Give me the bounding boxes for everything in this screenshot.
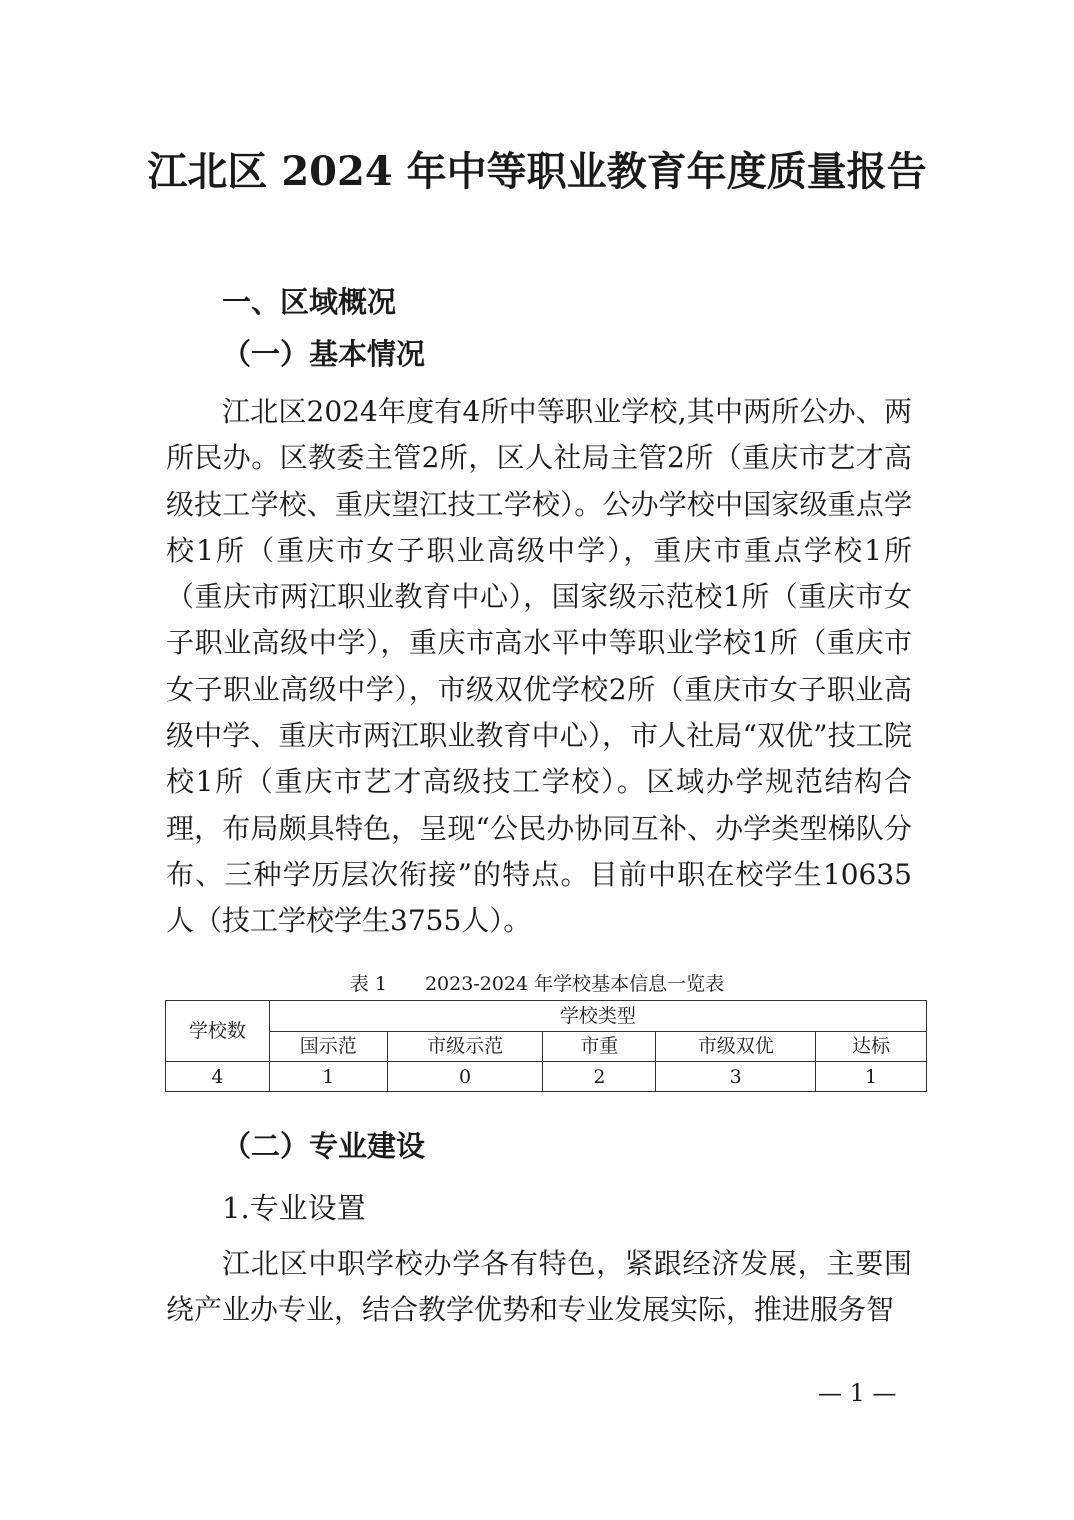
header-type-city-key: 市重	[543, 1031, 656, 1062]
header-school-type: 学校类型	[269, 1001, 926, 1032]
page-number: — 1 —	[818, 1379, 897, 1407]
subsection-heading-major: （二）专业建设	[222, 1129, 426, 1163]
document-title: 江北区 2024 年中等职业教育年度质量报告	[147, 148, 927, 195]
cell-national-demo: 1	[269, 1062, 387, 1092]
cell-standard: 1	[816, 1062, 927, 1092]
section-heading-overview: 一、区域概况	[222, 285, 397, 319]
header-type-standard: 达标	[816, 1031, 927, 1062]
cell-city-key: 2	[543, 1062, 656, 1092]
header-type-national-demo: 国示范	[269, 1031, 387, 1062]
header-type-city-double-excellent: 市级双优	[656, 1031, 816, 1062]
school-info-table	[165, 1000, 927, 1092]
table-caption: 表 1 2023-2024 年学校基本信息一览表	[349, 973, 725, 995]
header-type-city-demo: 市级示范	[387, 1031, 543, 1062]
cell-city-demo: 0	[387, 1062, 543, 1092]
table-header-row	[166, 1001, 927, 1032]
major-setup-paragraph: 江北区中职学校办学各有特色，紧跟经济发展，主要围绕产业办专业，结合教学优势和专业发展实际，推进服务智	[166, 1247, 912, 1327]
item-heading-major-setup: 1.专业设置	[222, 1191, 366, 1225]
header-school-count: 学校数	[166, 1001, 270, 1062]
cell-school-count: 4	[166, 1062, 270, 1092]
cell-city-double-excellent: 3	[656, 1062, 816, 1092]
table-row	[166, 1062, 927, 1092]
basic-info-paragraph: 江北区2024年度有4所中等职业学校,其中两所公办、两所民办。区教委主管2所，区人社局主管2所（重庆市艺才高级技工学校、重庆望江技工学校）。公办学校中国家级重点学校1所（重庆市女子职业高级中学），重庆市重点学校1所（重庆市两江职业教育中心），国家级示范校1所（重庆市女子职业高级中学），重庆市高水平中等职业学校1所（重庆市女子职业高级中学），市级双优学校2所（重庆市女子职业高级中学、重庆市两江职业教育中心），市人社局“双优”技工院校1所（重庆市艺才高级技工学校）。区域办学规范结构合理，布局颇具特色，呈现“公民办协同互补、办学类型梯队分布、三种学历层次衔接”的特点。目前中职在校学生10635人（技工学校学生3755人）。	[166, 395, 912, 938]
subsection-heading-basic: （一）基本情况	[222, 337, 426, 371]
table-subheader-row	[166, 1031, 927, 1062]
